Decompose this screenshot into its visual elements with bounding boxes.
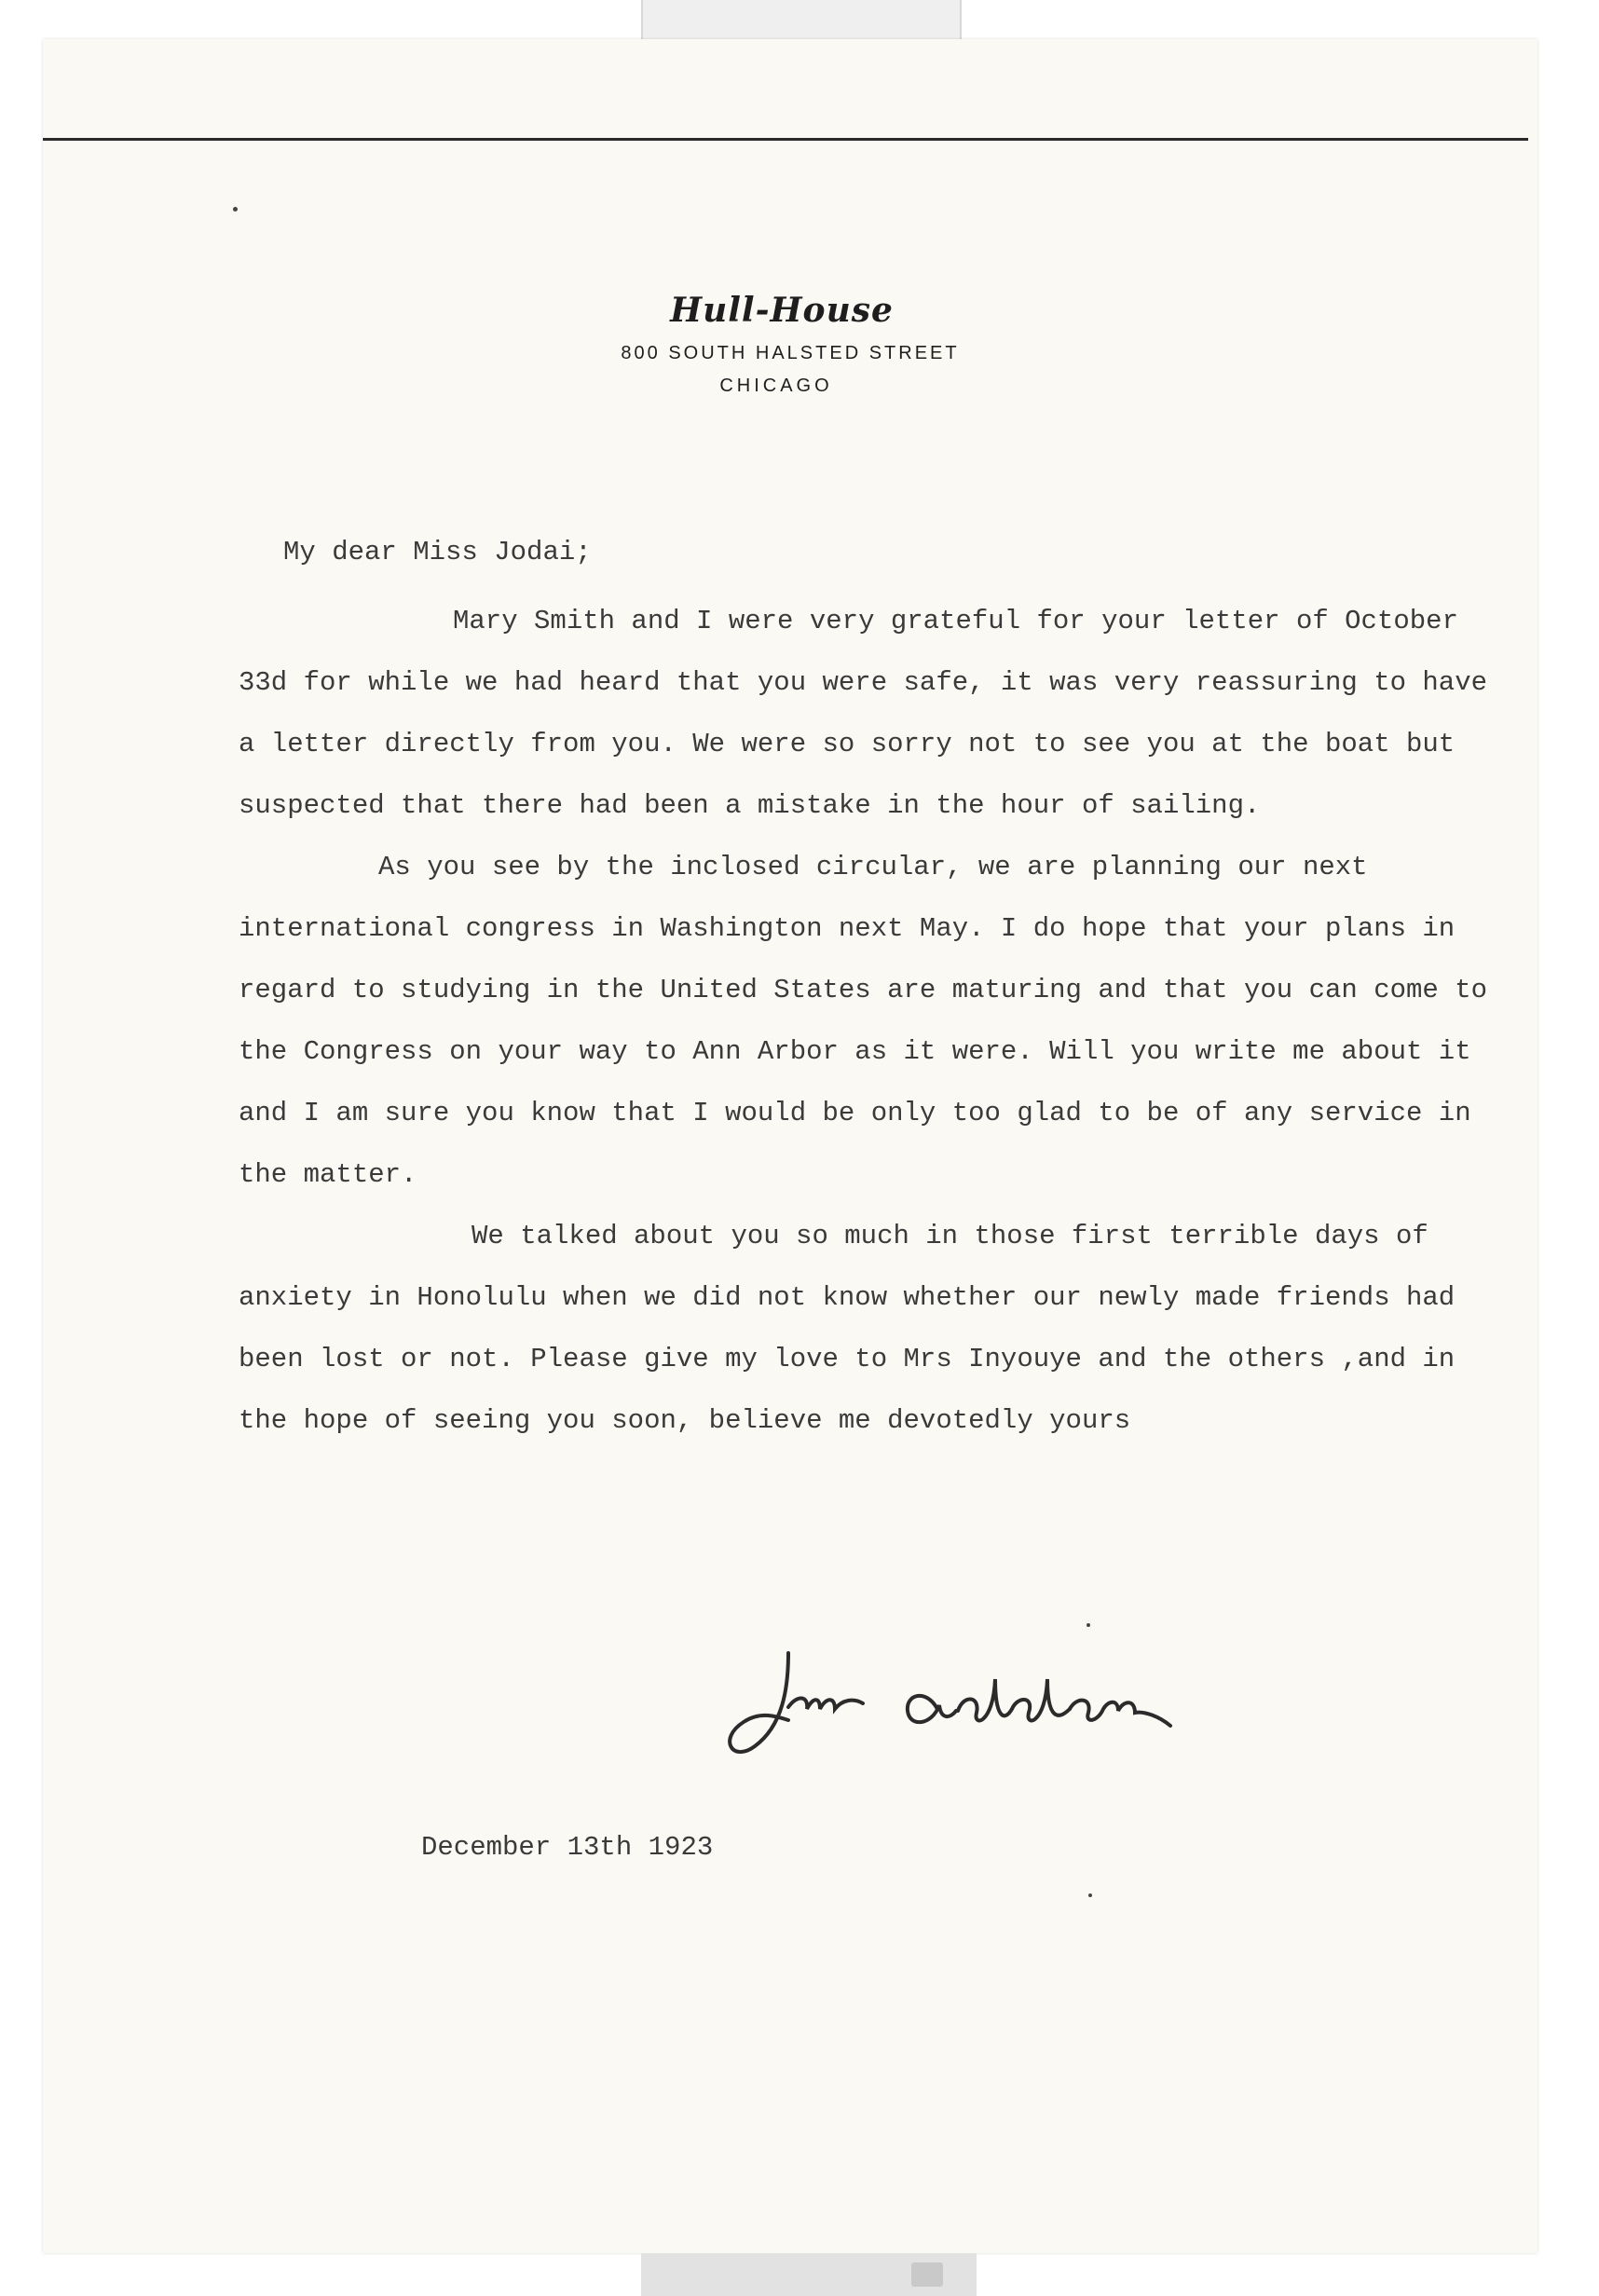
handwritten-signature <box>723 1642 1375 1763</box>
top-fold-rule <box>43 138 1528 141</box>
letter-body <box>239 522 1506 1452</box>
scan-bottom-strip <box>641 2253 977 2296</box>
paragraph: As you see by the inclosed circular, we are planning our next international congress in Washington next May. I do hope that your plans in regard to studying in the United States are maturing and that you can come to the Congress on your way to Ann Arbor as it were. Will you write me about it and I am sure you know that I would be only too glad to be of any service in the matter. <box>239 852 1488 1190</box>
salutation: My dear Miss Jodai; <box>283 537 592 567</box>
letterhead-city: CHICAGO <box>719 376 833 396</box>
letterhead-name: Hull-House <box>670 291 894 330</box>
ink-speck <box>1086 1623 1090 1627</box>
paragraph: We talked about you so much in those first terrible days of anxiety in Honolulu when we did not know whether our newly made friends had been lost or not. Please give my love to Mrs Inyouye and the others ,and in the hope of seeing you soon, believe me devotedly yours <box>239 1221 1456 1436</box>
scan-target-icon <box>911 2262 943 2287</box>
paragraph: Mary Smith and I were very grateful for your letter of October 33d for while we had heard that you were safe, it was very reassuring to have a letter directly from you. We were so sorry not to see you at the boat but suspected that there had been a mistake in the hour of sailing. <box>239 606 1488 821</box>
ink-speck <box>1088 1893 1092 1897</box>
letter-sheet <box>43 39 1538 2253</box>
letterhead <box>43 291 1538 397</box>
ink-speck <box>233 207 238 212</box>
letterhead-street: 800 SOUTH HALSTED STREET <box>621 343 960 363</box>
letter-date: December 13th 1923 <box>421 1832 714 1863</box>
scan-top-strip <box>641 0 962 43</box>
